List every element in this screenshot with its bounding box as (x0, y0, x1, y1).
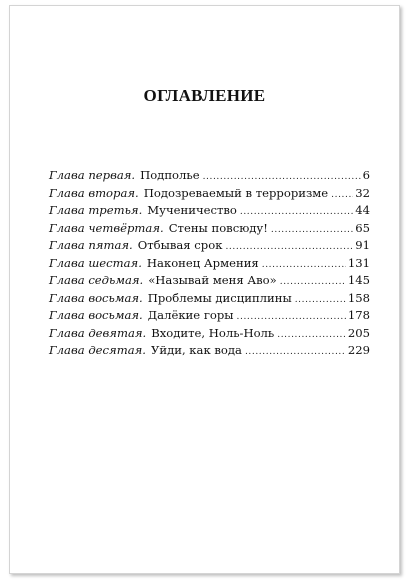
dot-leader (277, 330, 346, 340)
chapter-title: «Называй меня Аво» (148, 273, 277, 287)
page-number: 145 (347, 273, 370, 287)
page-number: 229 (347, 343, 370, 357)
toc-entry-11 (49, 343, 370, 361)
page-number: 44 (355, 203, 370, 217)
page-number: 32 (355, 185, 370, 200)
dot-leader (271, 225, 353, 235)
chapter-title: Наконец Армения (146, 255, 259, 270)
toc-entry-3 (49, 203, 370, 221)
chapter-label: Глава седьмая. (49, 273, 144, 287)
toc-entry-9 (49, 308, 370, 326)
chapter-title: Подозреваемый в терроризме (143, 185, 329, 200)
toc-entry-2 (49, 186, 370, 204)
chapter-title: Подполье (140, 168, 200, 182)
dot-leader (237, 312, 346, 322)
dot-leader (295, 295, 346, 305)
toc-entry-6 (49, 256, 370, 274)
chapter-title: Входите, Ноль-Ноль (151, 325, 275, 340)
chapter-label: Глава третья. (49, 203, 143, 217)
chapter-label: Глава пятая. (49, 238, 133, 252)
chapter-title: Стены повсюду! (168, 220, 268, 235)
dot-leader (262, 260, 346, 270)
page-number: 65 (355, 220, 370, 235)
toc-entry-7 (49, 273, 370, 291)
chapter-label: Глава четвёртая. (49, 220, 164, 235)
chapter-title: Далёкие горы (147, 308, 234, 322)
dot-leader (240, 207, 353, 217)
page-number: 205 (347, 325, 370, 340)
chapter-title: Мученичество (147, 203, 237, 217)
toc-entry-1 (49, 168, 370, 186)
chapter-label: Глава восьмая. (49, 308, 143, 322)
chapter-title: Уйди, как вода (150, 343, 242, 357)
dot-leader (331, 190, 353, 200)
page-number: 158 (347, 290, 370, 305)
chapter-label: Глава десятая. (49, 343, 146, 357)
dot-leader (280, 277, 346, 287)
toc-entry-8 (49, 291, 370, 309)
chapter-label: Глава вторая. (49, 185, 139, 200)
document-page (9, 5, 400, 574)
page-number: 178 (347, 308, 370, 322)
page-number: 91 (355, 238, 370, 252)
chapter-label: Глава восьмая. (49, 290, 143, 305)
chapter-title: Отбывая срок (137, 238, 223, 252)
table-of-contents (49, 168, 370, 361)
chapter-label: Глава шестая. (49, 255, 142, 270)
dot-leader (225, 242, 353, 252)
toc-entry-4 (49, 221, 370, 239)
toc-entry-10 (49, 326, 370, 344)
toc-entry-5 (49, 238, 370, 256)
dot-leader (245, 347, 346, 357)
chapter-title: Проблемы дисциплины (147, 290, 292, 305)
chapter-label: Глава девятая. (49, 325, 147, 340)
chapter-label: Глава первая. (49, 168, 136, 182)
dot-leader (203, 172, 361, 182)
toc-heading: ОГЛАВЛЕНИЕ (143, 86, 266, 105)
page-number: 6 (362, 168, 370, 182)
page-number: 131 (347, 255, 370, 270)
